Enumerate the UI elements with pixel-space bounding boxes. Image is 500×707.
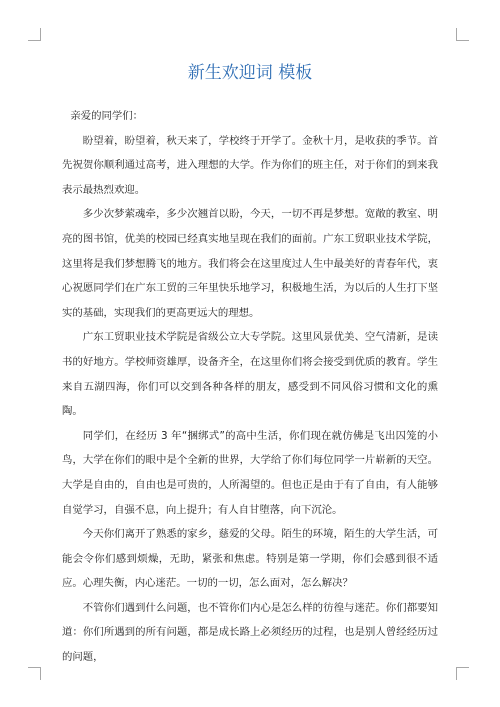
paragraph-3: 广东工贸职业技术学院是省级公立大专学院。这里风景优美、空气清新，是读书的好地方。学校师资雄厚，设备齐全，在这里你们将会接受到优质的教育。学生来自五湖四海，你们可以交到各种各样的朋友，感受到不同风俗习惯和文化的熏陶。 bbox=[62, 331, 438, 418]
paragraph-5: 今天你们离开了熟悉的家乡，慈爱的父母。陌生的环境，陌生的大学生活，可能会令你们感到烦燥，无助，紧张和焦虑。特别是第一学期，你们会感到很不适应。心理失衡，内心迷茫。一切的一切，怎么面对，怎么解决？ bbox=[62, 528, 438, 590]
document-title: 新生欢迎词 模板 bbox=[187, 63, 313, 83]
crop-mark-top-right bbox=[456, 28, 469, 41]
document-body bbox=[62, 104, 438, 670]
paragraph-2: 多少次梦萦魂牵，多少次翘首以盼，今天，一切不再是梦想。宽敞的教室、明亮的图书馆，优美的校园已经真实地呈现在我们的面前。广东工贸职业技术学院，这里将是我们梦想腾飞的地方。我们将会在这里度过人生中最美好的青春年代，衷心祝愿同学们在广东工贸的三年里快乐地学习，积极地生活，为以后的人生打下坚实的基础，实现我们的更高更远大的理想。 bbox=[62, 208, 438, 319]
crop-mark-top-left bbox=[28, 28, 41, 41]
paragraph-1: 盼望着，盼望着，秋天来了，学校终于开学了。金秋十月，是收获的季节。首先祝贺你顺利通过高考，进入理想的大学。作为你们的班主任，对于你们的到来我表示最热烈欢迎。 bbox=[62, 134, 438, 196]
paragraph-6: 不管你们遇到什么问题，也不管你们内心是怎么样的彷徨与迷茫。你们都要知道：你们所遇到的所有问题，都是成长路上必须经历的过程，也是别人曾经经历过的问题， bbox=[62, 601, 438, 664]
crop-mark-bottom-right bbox=[456, 667, 469, 680]
paragraph-4: 同学们，在经历 3 年“捆绑式”的高中生活，你们现在就仿佛是飞出囚笼的小鸟，大学在你们的眼中是个全新的世界，大学给了你们每位同学一片崭新的天空。大学是自由的，自由也是可贵的，人所渴望的。但也正是由于有了自由，有人能够自觉学习，自强不息，向上提升；有人自甘堕落，向下沉沦。 bbox=[62, 429, 438, 516]
greeting-line: 亲爱的同学们： bbox=[70, 110, 144, 122]
crop-mark-bottom-left bbox=[28, 667, 41, 680]
